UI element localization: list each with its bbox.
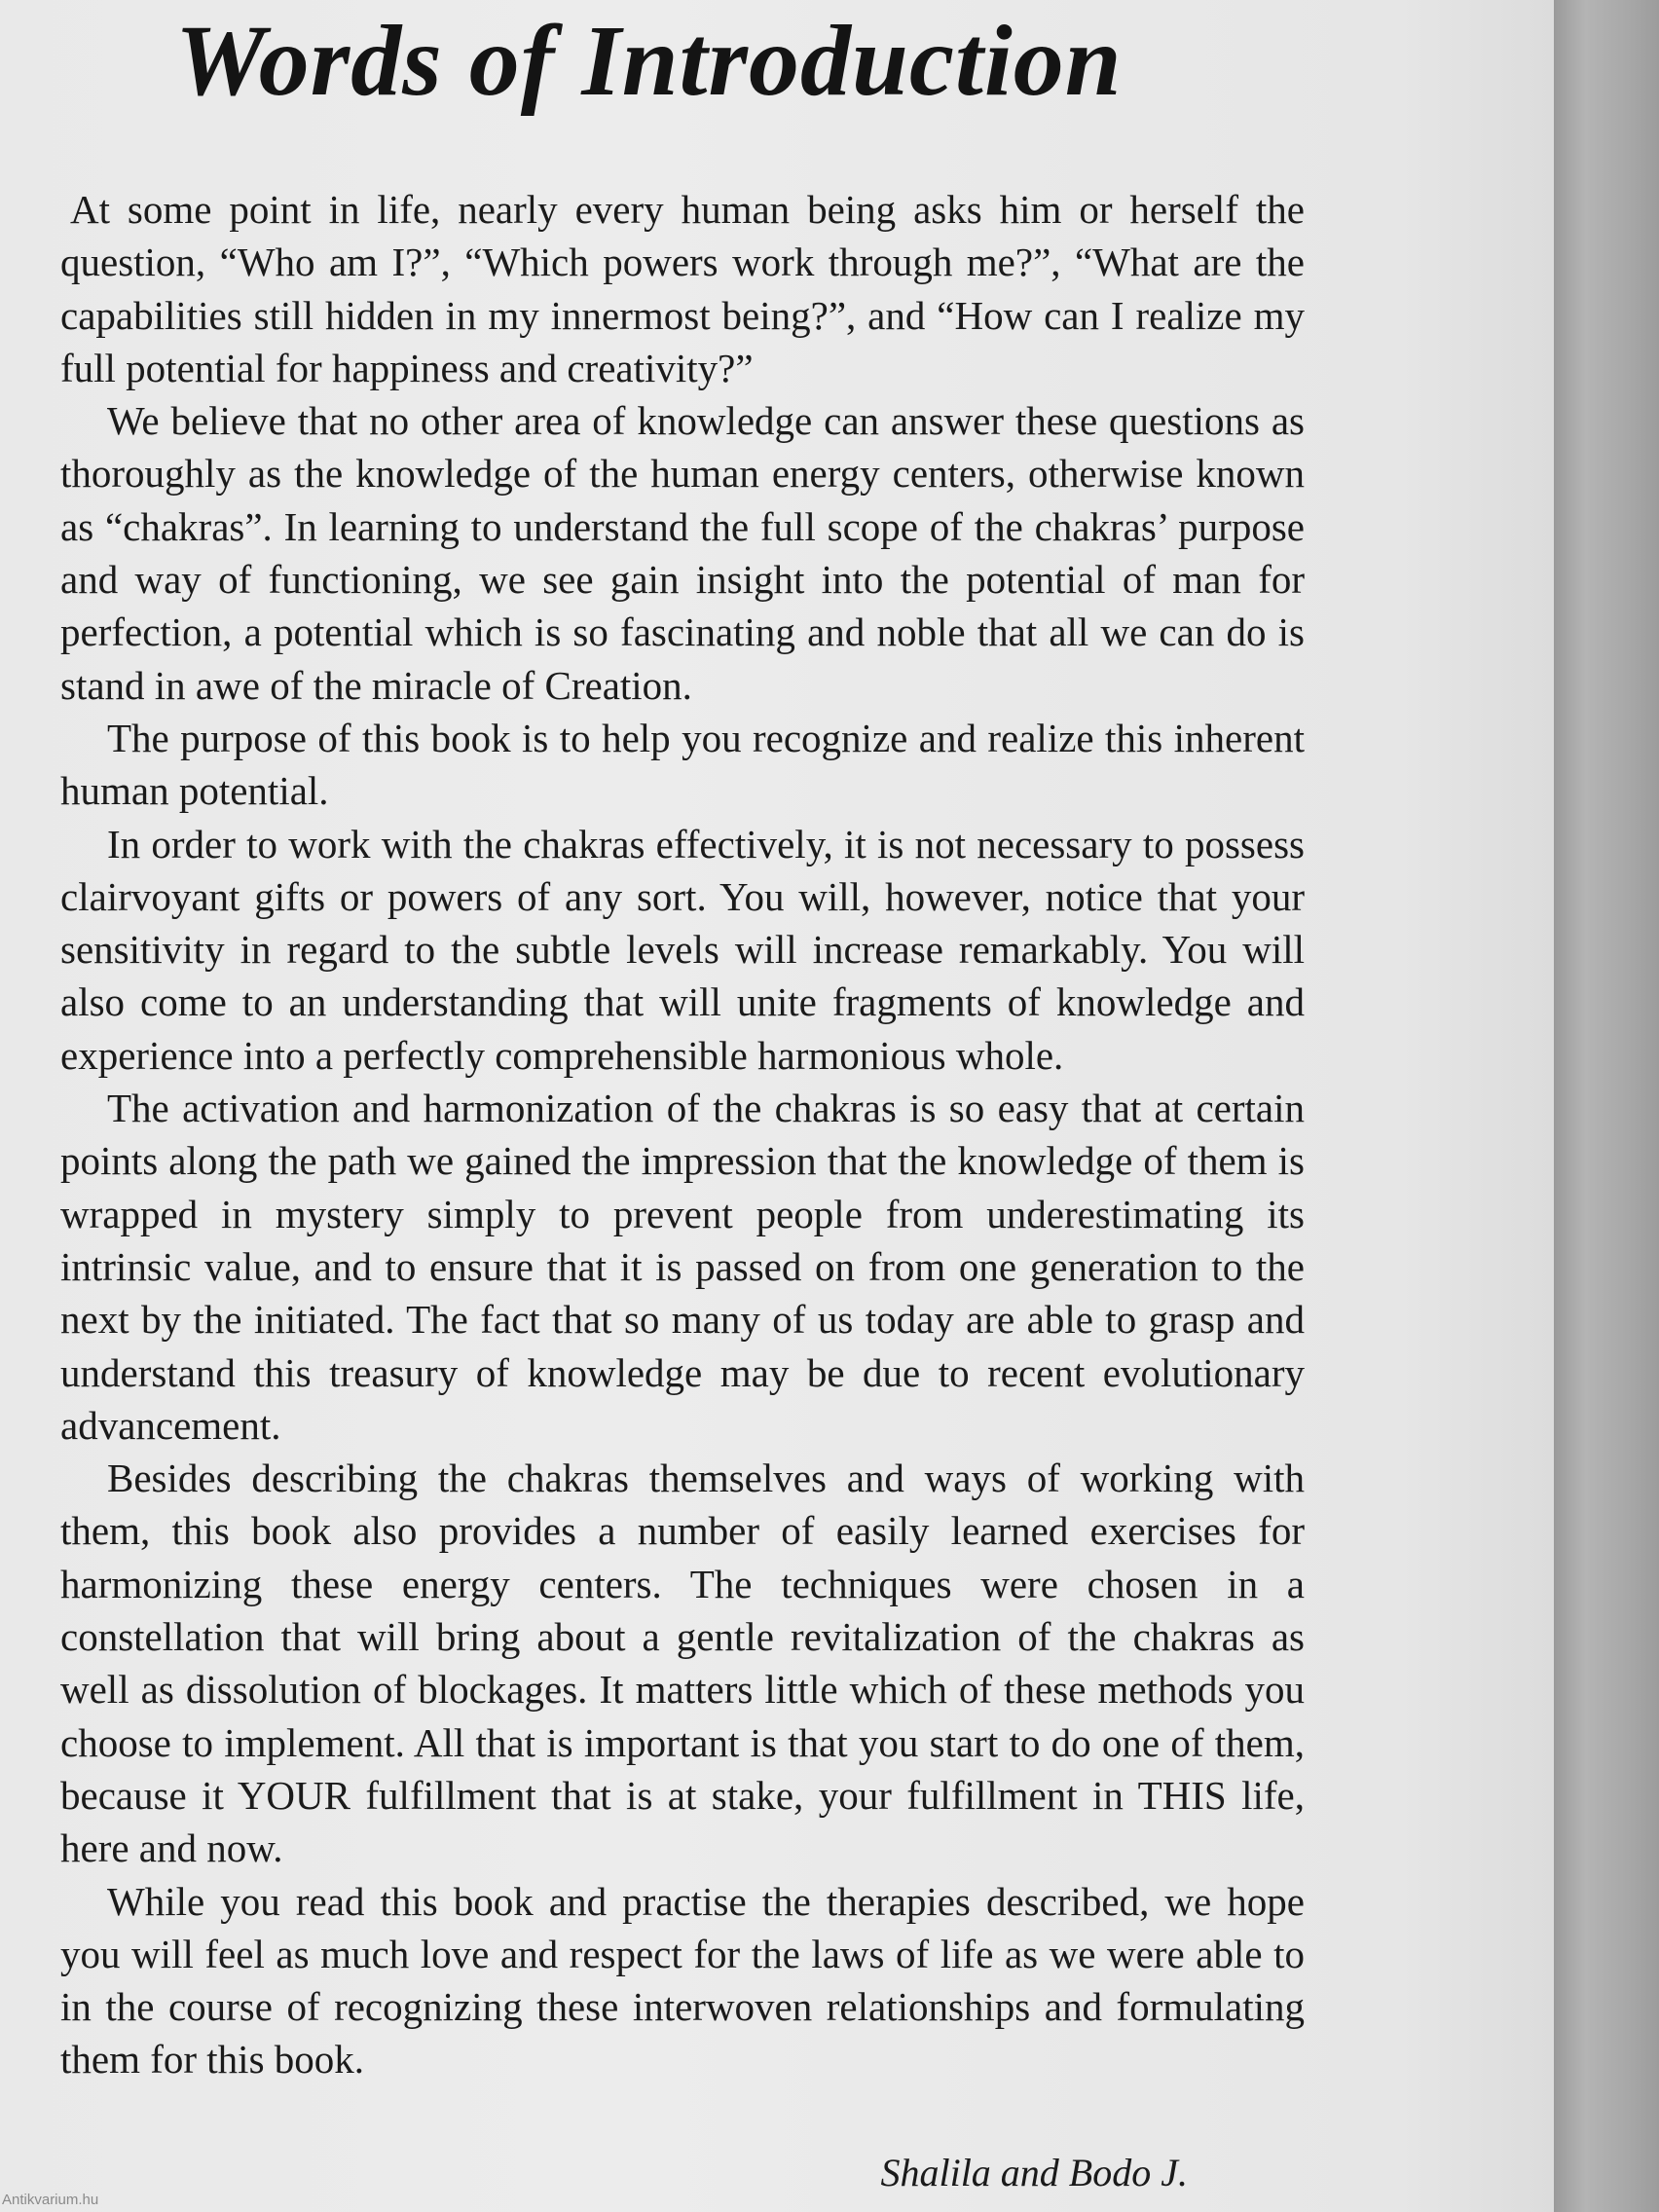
watermark: Antikvarium.hu: [2, 2192, 99, 2208]
paragraph-3: The purpose of this book is to help you recognize and realize this inherent human potential.: [60, 715, 1305, 814]
author-signature: Shalila and Bodo J.: [880, 2151, 1188, 2194]
page-title: Words of Introduction: [175, 5, 1123, 117]
paragraph-7: While you read this book and practise the therapies described, we hope you will feel as much love and respect for the laws of life as we were able to in the course of recognizing these interwoven relationships and formulating them for this book.: [60, 1878, 1305, 2083]
paragraph-4: In order to work with the chakras effectively, it is not necessary to possess clairvoyant gifts or powers of any sort. You will, however, notice that your sensitivity in regard to the subtle levels will increase remarkably. You will also come to an understanding that will unite fragments of knowledge and experience into a perfectly comprehensible harmonious whole.: [60, 821, 1305, 1078]
book-edge: [1554, 0, 1659, 2212]
paragraph-5: The activation and harmonization of the chakras is so easy that at certain points along the path we gained the impression that the knowledge of them is wrapped in mystery simply to prevent people from underestimating its intrinsic value, and to ensure that it is passed on from one generation to the next by the initiated. The fact that so many of us today are able to grasp and understand this treasury of knowledge may be due to recent evolutionary advancement.: [60, 1086, 1305, 1448]
paragraph-1: At some point in life, nearly every human being asks him or herself the question, “Who am I?”, “Which powers work through me?”, “What are the capabilities still hidden in my innermost being?”, and “How can I realize my full potential for happiness and creativity?”: [60, 187, 1305, 390]
paragraph-2: We believe that no other area of knowledge can answer these questions as thoroughly as the knowledge of the human energy centers, otherwise known as “chakras”. In learning to understand the full scope of the chakras’ purpose and way of functioning, we see gain insight into the potential of man for perfection, a potential which is so fascinating and noble that all we can do is stand in awe of the miracle of Creation.: [60, 398, 1305, 708]
paragraph-6: Besides describing the chakras themselves and ways of working with them, this book also provides a number of easily learned exercises for harmonizing these energy centers. The techniques were chosen in a constellation that will bring about a gentle revitalization of the chakras as well as dissolution of blockages. It matters little which of these methods you choose to implement. All that is important is that you start to do one of them, because it YOUR fulfillment that is at stake, your fulfillment in THIS life, here and now.: [60, 1456, 1305, 1871]
body-text: [60, 183, 1305, 2086]
